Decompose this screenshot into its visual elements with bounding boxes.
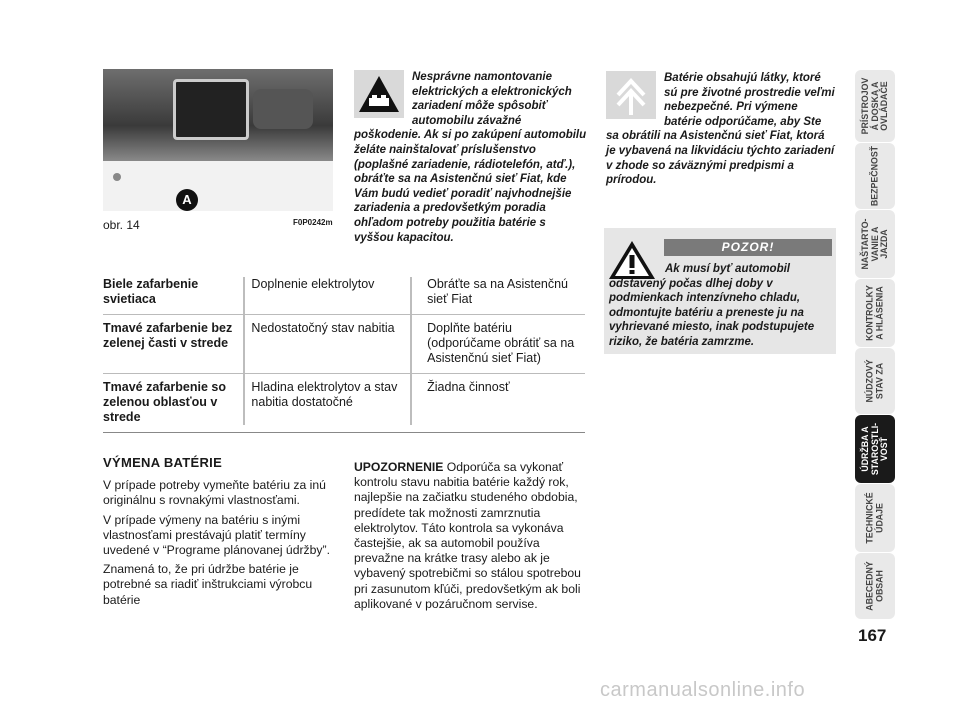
- note-label: UPOZORNENIE: [354, 460, 444, 474]
- table-cell-state: Doplnenie elektrolytov: [251, 277, 375, 291]
- tab-instrument-panel[interactable]: PRÍSTROJOV Á DOSKA A OVLÁDAČE: [855, 70, 895, 142]
- note-section: [354, 460, 587, 612]
- photo-marker-a: A: [176, 189, 198, 211]
- table-row: [103, 315, 585, 374]
- photo-bolt: [113, 173, 121, 181]
- figure-caption: obr. 14: [103, 218, 140, 232]
- pozor-text-block: [609, 262, 831, 350]
- table-cell-action: Obráťte sa na Asistenčnú sieť Fiat: [427, 277, 569, 306]
- table-cell-state: Hladina elektrolytov a stav nabitia dostatočné: [251, 380, 398, 409]
- tab-warning-lights[interactable]: KONTROLKY A HLÁSENIA: [855, 279, 895, 347]
- table-cell-state: Nedostatočný stav nabitia: [251, 321, 395, 335]
- tab-starting-driving[interactable]: NAŠTARTO- VANIE A JAZDA: [855, 210, 895, 278]
- warning-environment-text: Batérie obsahujú látky, ktoré sú pre životné prostredie veľmi nebezpečné. Pri výmene batérie odporúčame, aby Ste sa obrátili na Asistenčnú sieť Fiat, ktorá je vybavená na likvidáciu týchto zariadení v zhode so záväznými predpismi a prírodou.: [606, 72, 835, 187]
- page-number: 167: [858, 626, 887, 645]
- table-cell-color: Biele zafarbenie svietiaca: [103, 277, 199, 306]
- tab-emergency[interactable]: NÚDZOVÝ STAV ZA: [855, 348, 895, 414]
- hydrometer-table: [103, 277, 585, 433]
- watermark: carmanualsonline.info: [600, 679, 806, 701]
- battery-photo: [103, 69, 333, 211]
- section-heading: VÝMENA BATÉRIE: [103, 455, 223, 470]
- tab-index[interactable]: ABECEDNÝ OBSAH: [855, 553, 895, 619]
- battery-replacement-section: [103, 455, 337, 612]
- table-row: [103, 277, 585, 315]
- car-battery-warning-icon: [354, 70, 404, 118]
- tab-technical-data[interactable]: TECHNICKÉ ÚDAJE: [855, 484, 895, 552]
- photo-battery-top: [103, 161, 333, 211]
- photo-engine-part: [253, 89, 313, 129]
- warning-electrical-text: Nesprávne namontovanie elektrických a elektronických zariadení môže spôsobiť automobilu závažné poškodenie. Ak si po zakúpení automobilu želáte nainštalovať príslušenstvo (poplašné zariadenie, rádiotelefón, atď.), obráťte sa na Asistenčnú sieť Fiat, kde Vám budú vedieť poradiť najvhodnejšie zariadenia a predovšetkým poradia ohľadom potreby použitia batérie s vyššou kapacitou.: [354, 71, 587, 244]
- figure-code: F0P0242m: [293, 218, 333, 227]
- environment-arrows-icon: [606, 71, 656, 119]
- warning-environment: [606, 71, 836, 188]
- table-row: [103, 374, 585, 433]
- table-cell-color: Tmavé zafarbenie so zelenou oblasťou v strede: [103, 380, 226, 424]
- pozor-text: Ak musí byť automobil odstavený počas dlhej doby v podmienkach intenzívneho chladu, odmontujte batériu a preneste ju na vyhrievané miesto, inak podstupujete riziko, že batéria zamrzme.: [609, 263, 815, 348]
- table-cell-color: Tmavé zafarbenie bez zelenej časti v strede: [103, 321, 233, 350]
- tab-safety[interactable]: BEZPEČNOSŤ: [855, 143, 895, 209]
- section-paragraph: Znamená to, že pri údržbe batérie je potrebné sa riadiť inštrukciami výrobcu batérie: [103, 562, 313, 607]
- pozor-title: POZOR!: [664, 239, 832, 256]
- table-cell-action: Doplňte batériu (odporúčame obrátiť sa na Asistenčnú sieť Fiat): [427, 321, 575, 365]
- note-text: Odporúča sa vykonať kontrolu stavu nabitia batérie každý rok, najlepšie na začiatku studeného obdobia, predídete tak možnosti zamrznutia elektrolytov. Táto kontrola sa vykonáva častejšie, ak sa automobil používa prevažne na krátke trasy alebo ak je vybavený spotrebičmi so stálou spotrebou pri zasunutom kľúči, predovšetkým ak boli aplikované v pozáručnom servise.: [354, 460, 581, 611]
- section-paragraph: V prípade potreby vymeňte batériu za inú originálnu s rovnakými vlastnosťami.: [103, 478, 326, 508]
- section-paragraph: V prípade výmeny na batériu s inými vlastnosťami prestávajú platiť termíny uvedené v “Programe plánovanej údržby”.: [103, 512, 330, 558]
- warning-electrical: [354, 70, 587, 245]
- tab-maintenance[interactable]: ÚDRŽBA A STAROSTLI- VOSŤ: [855, 415, 895, 483]
- table-cell-action: Žiadna činnosť: [427, 380, 510, 394]
- photo-battery-hydrometer: [173, 79, 249, 140]
